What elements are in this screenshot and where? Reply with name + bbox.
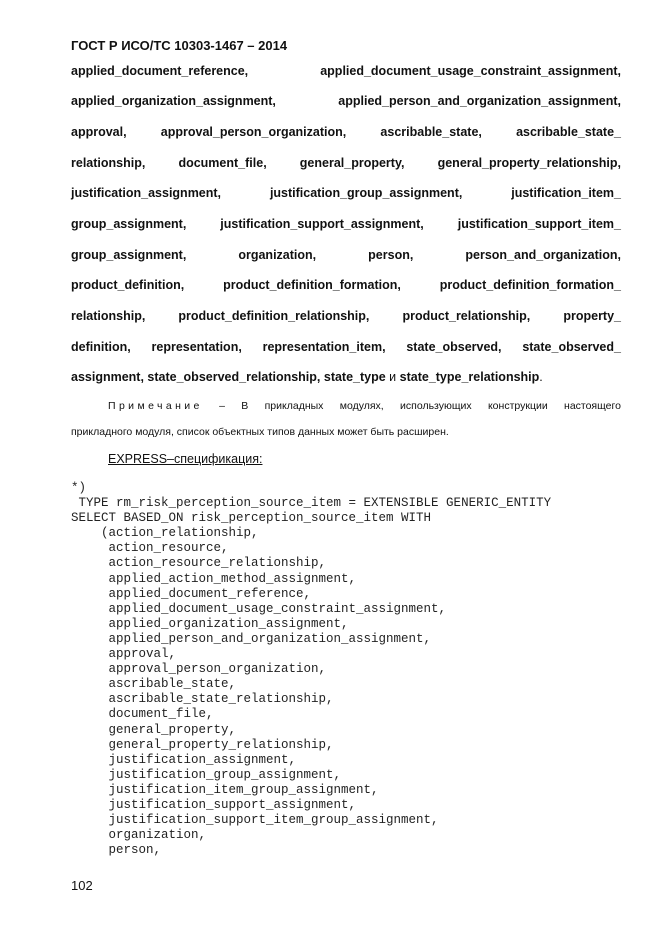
entity-name: general_property_relationship, [437, 156, 621, 170]
note-line-1 [108, 400, 621, 412]
entity-name: group_assignment, [71, 217, 187, 231]
express-spec-heading: EXPRESS–спецификация: [108, 452, 263, 466]
entity-name: approval_person_organization, [160, 125, 347, 139]
entity-name: applied_person_and_organization_assignment, [338, 94, 621, 108]
entity-name: product_definition, [71, 278, 185, 292]
code-line: justification_support_assignment, [71, 797, 357, 812]
entity-name: applied_document_reference, [71, 64, 249, 78]
entity-name: ascribable_state, [380, 125, 482, 139]
entity-name: property_ [563, 309, 621, 323]
entity-name: applied_organization_assignment, [71, 94, 276, 108]
code-line: ascribable_state_relationship, [71, 692, 334, 707]
entity-name: person_and_organization, [465, 248, 621, 262]
paragraph-line [71, 308, 621, 324]
entity-name: general_property, [299, 156, 405, 170]
note-word: прикладных [264, 400, 324, 412]
code-line: general_property, [71, 722, 237, 737]
period: . [539, 370, 543, 384]
paragraph-line [71, 216, 621, 232]
code-line: (action_relationship, [71, 526, 259, 541]
paragraph-line [71, 93, 621, 109]
note-word: использующих [400, 400, 472, 412]
code-line: applied_document_reference, [71, 586, 312, 601]
note-word: конструкции [487, 400, 548, 412]
note-line-2: прикладного модуля, список объектных типов данных может быть расширен. [71, 426, 449, 438]
paragraph-last-line [71, 369, 543, 385]
entity-name: ascribable_state_ [516, 125, 621, 139]
entity-name: justification_support_item_ [457, 217, 621, 231]
entity-name: representation_item, [262, 340, 386, 354]
entity-name: state_observed, [406, 340, 502, 354]
code-line: TYPE rm_risk_perception_source_item = EXTENSIBLE GENERIC_ENTITY [71, 496, 552, 511]
code-line: applied_document_usage_constraint_assignment, [71, 601, 447, 616]
note-word: настоящего [564, 400, 621, 412]
code-line: SELECT BASED_ON risk_perception_source_item WITH [71, 511, 432, 526]
entity-name: product_definition_formation, [223, 278, 401, 292]
code-line: approval, [71, 647, 177, 662]
code-line: justification_group_assignment, [71, 767, 342, 782]
paragraph-line [71, 63, 621, 79]
code-line: applied_organization_assignment, [71, 616, 349, 631]
paragraph-line [71, 155, 621, 171]
entity-name: justification_group_assignment, [269, 186, 463, 200]
entity-name: product_definition_formation_ [439, 278, 621, 292]
entity-name: relationship, [71, 156, 146, 170]
code-line: action_resource_relationship, [71, 556, 327, 571]
entity-name: relationship, [71, 309, 146, 323]
code-line: applied_person_and_organization_assignment, [71, 631, 432, 646]
code-line: document_file, [71, 707, 214, 722]
note-word: модулях, [339, 400, 384, 412]
entity-name: document_file, [178, 156, 267, 170]
note-word: В [241, 400, 249, 412]
code-line: organization, [71, 828, 207, 843]
last-line-bold-part: assignment, state_observed_relationship, state_type [71, 370, 386, 384]
conjunction: и [385, 370, 400, 384]
entity-name: state_observed_ [522, 340, 621, 354]
last-line-bold-end: state_type_relationship [399, 370, 540, 384]
entity-name: applied_document_usage_constraint_assignment, [320, 64, 621, 78]
entity-name: justification_assignment, [71, 186, 222, 200]
code-line: approval_person_organization, [71, 662, 327, 677]
paragraph-line [71, 247, 621, 263]
code-line: justification_assignment, [71, 752, 297, 767]
note-label: Примечание [108, 400, 203, 412]
entity-name: representation, [151, 340, 242, 354]
code-line: ascribable_state, [71, 677, 237, 692]
entity-name: product_definition_relationship, [178, 309, 370, 323]
entity-name: justification_support_assignment, [220, 217, 424, 231]
code-line: person, [71, 843, 162, 858]
paragraph-line [71, 339, 621, 355]
paragraph-line [71, 277, 621, 293]
express-code-block [71, 481, 551, 858]
code-line: general_property_relationship, [71, 737, 334, 752]
document-header: ГОСТ Р ИСО/ТС 10303-1467 – 2014 [71, 38, 288, 53]
entity-name: justification_item_ [511, 186, 621, 200]
entity-name: definition, [71, 340, 131, 354]
entity-name: group_assignment, [71, 248, 187, 262]
code-line: *) [71, 481, 87, 495]
paragraph-line [71, 185, 621, 201]
entity-name: organization, [238, 248, 317, 262]
entity-name: person, [368, 248, 414, 262]
entity-name: product_relationship, [402, 309, 531, 323]
note-dash: – [219, 400, 225, 412]
paragraph-line [71, 124, 621, 140]
page-number: 102 [71, 878, 93, 893]
code-line: action_resource, [71, 541, 229, 556]
entity-name: approval, [71, 125, 127, 139]
code-line: justification_support_item_group_assignment, [71, 813, 439, 828]
code-line: applied_action_method_assignment, [71, 571, 357, 586]
code-line: justification_item_group_assignment, [71, 782, 379, 797]
